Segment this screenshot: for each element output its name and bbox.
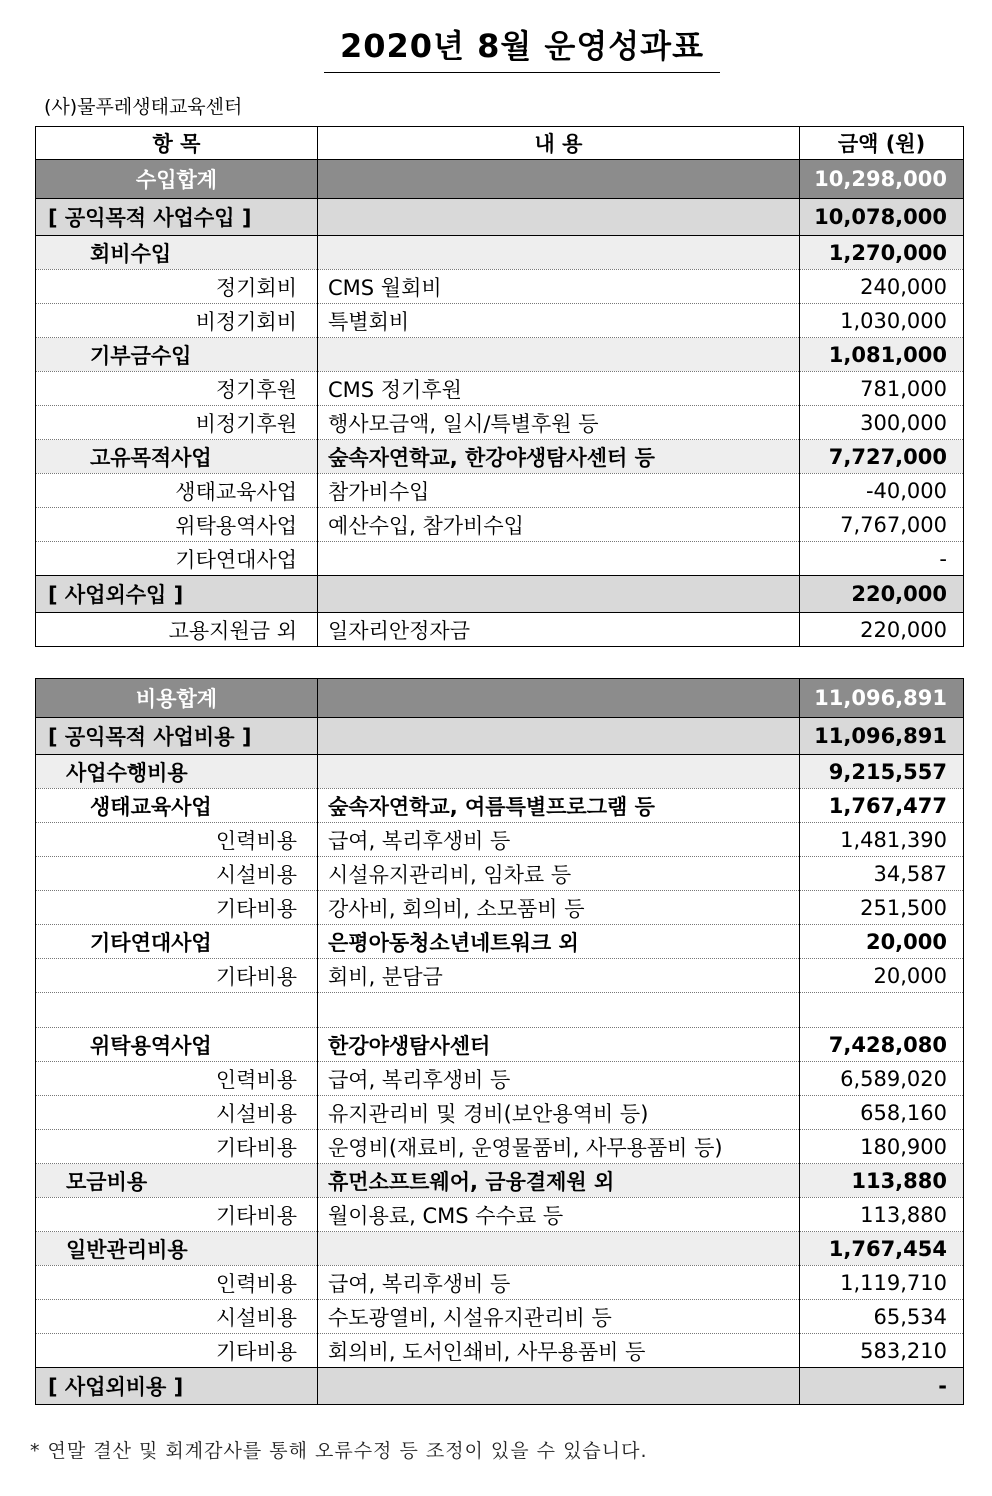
row-desc: [318, 718, 800, 755]
row-amount: 65,534: [800, 1300, 964, 1334]
table-row: [36, 1300, 964, 1334]
row-item: [ 공익목적 사업수입 ]: [36, 199, 318, 236]
other-income-section-row: [36, 576, 964, 613]
row-item: 인력비용: [36, 1062, 318, 1096]
row-desc: 운영비(재료비, 운영물품비, 사무용품비 등): [318, 1130, 800, 1164]
row-item: 수입합계: [36, 160, 318, 199]
income-table: [35, 126, 964, 647]
row-desc: 수도광열비, 시설유지관리비 등: [318, 1300, 800, 1334]
row-amount: 20,000: [800, 925, 964, 959]
eco-education-group-row: [36, 789, 964, 823]
table-row: [36, 891, 964, 925]
row-amount: -: [800, 1368, 964, 1405]
row-desc: [318, 576, 800, 613]
table-header: [36, 127, 964, 160]
row-item: 회비수입: [36, 236, 318, 270]
table-row: [36, 1198, 964, 1232]
row-item: [ 공익목적 사업비용 ]: [36, 718, 318, 755]
row-amount: 220,000: [800, 613, 964, 647]
row-desc: [318, 236, 800, 270]
row-item: 비용합계: [36, 679, 318, 718]
row-amount: 7,727,000: [800, 440, 964, 474]
row-desc: 유지관리비 및 경비(보안용역비 등): [318, 1096, 800, 1130]
row-item: 생태교육사업: [36, 789, 318, 823]
row-desc: 한강야생탐사센터: [318, 1028, 800, 1062]
row-amount: 1,119,710: [800, 1266, 964, 1300]
row-desc: 급여, 복리후생비 등: [318, 1062, 800, 1096]
row-amount: 1,481,390: [800, 823, 964, 857]
row-desc: 강사비, 회의비, 소모품비 등: [318, 891, 800, 925]
row-item: 정기회비: [36, 270, 318, 304]
row-item: 고용지원금 외: [36, 613, 318, 647]
row-item: 비정기회비: [36, 304, 318, 338]
row-desc: 숲속자연학교, 한강야생탐사센터 등: [318, 440, 800, 474]
table-row: [36, 542, 964, 576]
row-desc: CMS 정기후원: [318, 372, 800, 406]
empty-row: [36, 993, 964, 1028]
row-amount: 10,078,000: [800, 199, 964, 236]
row-item: 모금비용: [36, 1164, 318, 1198]
row-desc: CMS 월회비: [318, 270, 800, 304]
row-desc: [318, 755, 800, 789]
row-amount: 658,160: [800, 1096, 964, 1130]
row-amount: 1,270,000: [800, 236, 964, 270]
table-row: [36, 613, 964, 647]
table-row: [36, 406, 964, 440]
row-item: 시설비용: [36, 1300, 318, 1334]
row-amount: 20,000: [800, 959, 964, 993]
row-desc: 휴먼소프트웨어, 금융결제원 외: [318, 1164, 800, 1198]
row-desc: 예산수입, 참가비수입: [318, 508, 800, 542]
other-expense-section-row: [36, 1368, 964, 1405]
table-row: [36, 1266, 964, 1300]
row-item: 기타비용: [36, 1334, 318, 1368]
row-item: 인력비용: [36, 1266, 318, 1300]
row-desc: [318, 679, 800, 718]
row-desc: [318, 1232, 800, 1266]
public-income-section-row: [36, 199, 964, 236]
row-desc: 참가비수입: [318, 474, 800, 508]
expense-table: [35, 678, 964, 1405]
row-amount: 583,210: [800, 1334, 964, 1368]
table-row: [36, 1334, 964, 1368]
row-item: 시설비용: [36, 1096, 318, 1130]
row-amount: -: [800, 542, 964, 576]
footnote: * 연말 결산 및 회계감사를 통해 오류수정 등 조정이 있을 수 있습니다.: [30, 1440, 648, 1462]
row-desc: 급여, 복리후생비 등: [318, 1266, 800, 1300]
table-row: [36, 1096, 964, 1130]
row-desc: [318, 1368, 800, 1405]
row-amount: 220,000: [800, 576, 964, 613]
expense-total-row: [36, 679, 964, 718]
row-amount: 1,767,454: [800, 1232, 964, 1266]
row-amount: 7,767,000: [800, 508, 964, 542]
row-item: 기타비용: [36, 1198, 318, 1232]
row-item: 비정기후원: [36, 406, 318, 440]
table-row: [36, 304, 964, 338]
row-item: 기타연대사업: [36, 542, 318, 576]
row-item: 위탁용역사업: [36, 508, 318, 542]
row-desc: [318, 160, 800, 199]
row-amount: 1,081,000: [800, 338, 964, 372]
row-amount: 11,096,891: [800, 718, 964, 755]
row-desc: [318, 338, 800, 372]
admin-cost-row: [36, 1232, 964, 1266]
donation-group-row: [36, 338, 964, 372]
header-item: 항 목: [36, 127, 318, 160]
row-amount: 113,880: [800, 1164, 964, 1198]
contract-group-row: [36, 1028, 964, 1062]
row-item: 기타비용: [36, 959, 318, 993]
table-row: [36, 959, 964, 993]
row-desc: 월이용료, CMS 수수료 등: [318, 1198, 800, 1232]
membership-group-row: [36, 236, 964, 270]
row-amount: 1,030,000: [800, 304, 964, 338]
fundraising-cost-row: [36, 1164, 964, 1198]
row-amount: 300,000: [800, 406, 964, 440]
public-expense-section-row: [36, 718, 964, 755]
header-amount: 금액 (원): [800, 127, 964, 160]
row-amount: -40,000: [800, 474, 964, 508]
empty-cell: [36, 993, 318, 1028]
row-amount: 1,767,477: [800, 789, 964, 823]
mission-group-row: [36, 440, 964, 474]
row-item: [ 사업외비용 ]: [36, 1368, 318, 1405]
row-item: 일반관리비용: [36, 1232, 318, 1266]
header-desc: 내 용: [318, 127, 800, 160]
row-amount: 240,000: [800, 270, 964, 304]
solidarity-group-row: [36, 925, 964, 959]
row-amount: 10,298,000: [800, 160, 964, 199]
row-item: 시설비용: [36, 857, 318, 891]
row-item: 인력비용: [36, 823, 318, 857]
row-item: 고유목적사업: [36, 440, 318, 474]
row-amount: 113,880: [800, 1198, 964, 1232]
table-row: [36, 270, 964, 304]
table-row: [36, 1130, 964, 1164]
row-desc: 시설유지관리비, 임차료 등: [318, 857, 800, 891]
row-item: 사업수행비용: [36, 755, 318, 789]
empty-cell: [318, 993, 800, 1028]
table-row: [36, 857, 964, 891]
row-desc: 은평아동청소년네트워크 외: [318, 925, 800, 959]
row-desc: 숲속자연학교, 여름특별프로그램 등: [318, 789, 800, 823]
empty-cell: [800, 993, 964, 1028]
row-item: [ 사업외수입 ]: [36, 576, 318, 613]
row-amount: 9,215,557: [800, 755, 964, 789]
row-amount: 180,900: [800, 1130, 964, 1164]
row-desc: 급여, 복리후생비 등: [318, 823, 800, 857]
row-desc: [318, 199, 800, 236]
row-item: 기부금수입: [36, 338, 318, 372]
row-desc: 일자리안정자금: [318, 613, 800, 647]
row-item: 위탁용역사업: [36, 1028, 318, 1062]
row-amount: 781,000: [800, 372, 964, 406]
row-desc: 회의비, 도서인쇄비, 사무용품비 등: [318, 1334, 800, 1368]
row-desc: 회비, 분담금: [318, 959, 800, 993]
table-row: [36, 508, 964, 542]
table-row: [36, 372, 964, 406]
row-desc: 행사모금액, 일시/특별후원 등: [318, 406, 800, 440]
row-item: 기타연대사업: [36, 925, 318, 959]
row-amount: 34,587: [800, 857, 964, 891]
row-amount: 11,096,891: [800, 679, 964, 718]
income-total-row: [36, 160, 964, 199]
row-item: 기타비용: [36, 1130, 318, 1164]
row-item: 기타비용: [36, 891, 318, 925]
row-item: 정기후원: [36, 372, 318, 406]
operation-cost-row: [36, 755, 964, 789]
row-amount: 251,500: [800, 891, 964, 925]
table-row: [36, 474, 964, 508]
organization-name: (사)물푸레생태교육센터: [44, 96, 243, 118]
table-row: [36, 823, 964, 857]
row-amount: 7,428,080: [800, 1028, 964, 1062]
row-desc: 특별회비: [318, 304, 800, 338]
row-desc: [318, 542, 800, 576]
table-row: [36, 1062, 964, 1096]
page-title: 2020년 8월 운영성과표: [324, 22, 720, 73]
row-item: 생태교육사업: [36, 474, 318, 508]
row-amount: 6,589,020: [800, 1062, 964, 1096]
